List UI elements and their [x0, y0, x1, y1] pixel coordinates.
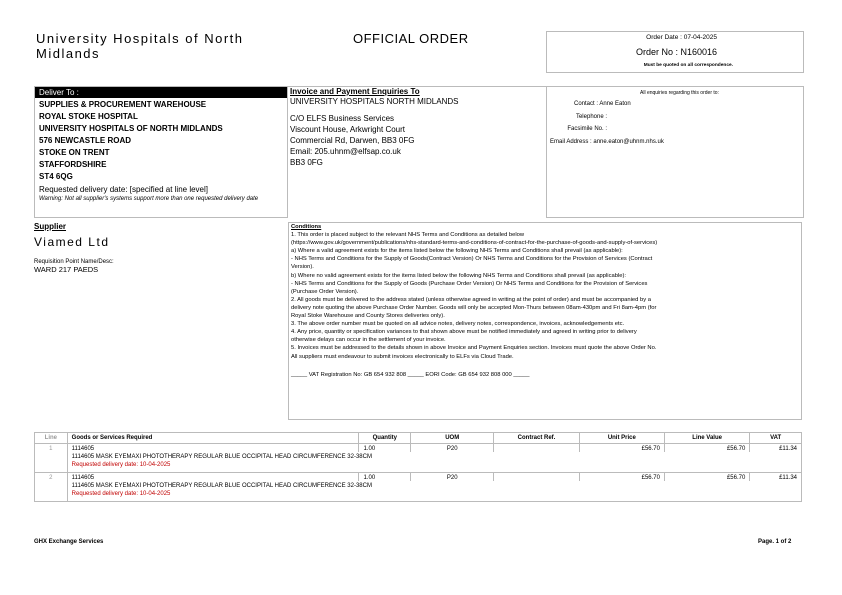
- quote-reference-note: Must be quoted on all correspondence.: [643, 63, 733, 68]
- condition-line: b) Where no valid agreement exists for the items listed below the following NHS Terms and Conditions shall prevail (as applicable):: [291, 272, 626, 279]
- address-line: ROYAL STOKE HOSPITAL: [39, 112, 138, 121]
- condition-line: 2. All goods must be delivered to the address stated (unless otherwise agreed in writing at the point of order) and must be accompanied by a: [291, 296, 651, 303]
- item-code: 1114605: [67, 444, 359, 453]
- invoice-line: UNIVERSITY HOSPITALS NORTH MIDLANDS: [290, 97, 459, 106]
- requisition-point: WARD 217 PAEDS: [34, 265, 99, 274]
- page-number: Page. 1 of 2: [758, 539, 792, 545]
- table-row: [35, 444, 802, 453]
- quantity: 1.00: [359, 444, 411, 453]
- uom: P20: [411, 473, 494, 482]
- requested-delivery-date: Requested delivery date: [specified at line level]: [39, 185, 208, 194]
- supplier-heading: Supplier: [34, 222, 67, 231]
- email-address: Email Address : anne.eaton@uhnm.nhs.uk: [550, 139, 664, 145]
- order-number: Order No : N160016: [635, 47, 717, 57]
- deliver-to-box: [34, 86, 288, 218]
- address-line: ST4 6QG: [39, 172, 73, 181]
- vat-registration: _____ VAT Registration No: GB 654 932 808 _____ EORI Code: GB 654 932 808 000 _____: [291, 371, 530, 378]
- conditions-heading: Conditions: [291, 224, 322, 230]
- deliver-to-heading: Deliver To :: [35, 87, 287, 98]
- enquiries-note: All enquiries regarding this order to:: [640, 90, 719, 96]
- address-line: STAFFORDSHIRE: [39, 160, 107, 169]
- invoice-line: C/O ELFS Business Services: [290, 114, 395, 123]
- address-line: 576 NEWCASTLE ROAD: [39, 136, 132, 145]
- vat-amount: £11.34: [750, 473, 802, 482]
- vat-amount: £11.34: [750, 444, 802, 453]
- table-row: [35, 473, 802, 482]
- quantity: 1.00: [359, 473, 411, 482]
- line-value: £56.70: [664, 473, 749, 482]
- item-description: 1114605 MASK EYEMAXI PHOTOTHERAPY REGULAR BLUE OCCIPITAL HEAD CIRCUMFERENCE 32-38CM: [67, 452, 801, 460]
- table-row-description: [35, 452, 802, 460]
- document-title: OFFICIAL ORDER: [353, 31, 469, 46]
- table-header-row: [35, 433, 802, 444]
- requisition-point-label: Requisition Point Name/Desc:: [34, 259, 114, 265]
- contract-ref: [494, 473, 579, 482]
- org-line-2: Midlands: [36, 46, 101, 61]
- condition-line: Version).: [291, 264, 314, 271]
- condition-line: 3. The above order number must be quoted on all advice notes, delivery notes, correspondence, invoices, acknowledgements etc.: [291, 321, 625, 328]
- table-row-rdd: [35, 460, 802, 473]
- invoice-line: BB3 0FG: [290, 158, 323, 167]
- invoice-heading: Invoice and Payment Enquiries To: [290, 87, 420, 96]
- telephone: Telephone :: [575, 114, 607, 120]
- condition-line: - NHS Terms and Conditions for the Supply of Goods (Purchase Order Version) Or NHS Terms and Conditions for the Provision of Services: [291, 280, 648, 287]
- address-line: STOKE ON TRENT: [39, 148, 110, 157]
- condition-line: All suppliers must endeavour to submit invoices electronically to ELFs via Cloud Trade.: [291, 353, 514, 360]
- contract-ref: [494, 444, 579, 453]
- col-vat: VAT: [750, 433, 802, 444]
- address-line: UNIVERSITY HOSPITALS OF NORTH MIDLANDS: [39, 124, 223, 133]
- enquiries-box: [546, 86, 804, 218]
- delivery-address: [35, 99, 287, 183]
- invoice-line: Viscount House, Arkwright Court: [290, 125, 406, 134]
- condition-line: Royal Stoke Warehouse and County Stores deliveries only).: [291, 313, 445, 320]
- condition-line: (https://www.gov.uk/government/publications/nhs-standard-terms-and-conditions-of-contract-for-the-purchase-of-goods-and-supply-of-services): [291, 240, 658, 247]
- condition-line: 4. Any price, quantity or specification variances to that shown above must be notified immediately and agreed in writing prior to delivery: [291, 329, 637, 336]
- condition-line: - NHS Terms and Conditions for the Supply of Goods(Contract Version) Or NHS Terms and Conditions for the Provision of Services (Contract: [291, 256, 653, 263]
- col-quantity: Quantity: [359, 433, 411, 444]
- footer-provider: GHX Exchange Services: [34, 539, 104, 545]
- invoice-line: Email: 205.uhnm@elfsap.co.uk: [290, 147, 401, 156]
- invoice-line: Commercial Rd, Darwen, BB3 0FG: [290, 136, 415, 145]
- line-requested-delivery-date: Requested delivery date: 10-04-2025: [67, 460, 801, 473]
- delivery-warning: Warning: Not all supplier's systems support more than one requested delivery date: [39, 196, 259, 202]
- col-line-value: Line Value: [664, 433, 749, 444]
- condition-line: 5. Invoices must be addressed to the details shown in above Invoice and Payment Enquiries section. Invoices must quote the above Order No.: [291, 345, 657, 352]
- supplier-section: [34, 222, 286, 422]
- condition-line: a) Where a valid agreement exists for the items listed below the following NHS Terms and Conditions shall prevail (as applicable):: [291, 248, 623, 255]
- supplier-name: Viamed Ltd: [34, 235, 110, 249]
- line-number: 2: [35, 473, 68, 482]
- col-goods: Goods or Services Required: [67, 433, 359, 444]
- item-code: 1114605: [67, 473, 359, 482]
- condition-spacer: [291, 361, 801, 371]
- order-lines-table: [34, 432, 802, 502]
- table-row-description: [35, 481, 802, 489]
- order-date: Order Date : 07-04-2025: [646, 34, 717, 41]
- line-value: £56.70: [664, 444, 749, 453]
- col-unit-price: Unit Price: [579, 433, 664, 444]
- condition-line: 1. This order is placed subject to the relevant NHS Terms and Conditions as detailed below: [291, 232, 525, 239]
- unit-price: £56.70: [579, 473, 664, 482]
- uom: P20: [411, 444, 494, 453]
- col-uom: UOM: [411, 433, 494, 444]
- unit-price: £56.70: [579, 444, 664, 453]
- col-line: Line: [35, 433, 68, 444]
- col-contract-ref: Contract Ref.: [494, 433, 579, 444]
- order-info-box: [546, 31, 804, 73]
- org-line-1: University Hospitals of North: [36, 31, 244, 46]
- line-number: 1: [35, 444, 68, 453]
- organisation-name: [36, 31, 286, 61]
- facsimile: Facsimile No. :: [567, 126, 607, 132]
- invoice-enquiries-box: [288, 86, 546, 217]
- item-description: 1114605 MASK EYEMAXI PHOTOTHERAPY REGULAR BLUE OCCIPITAL HEAD CIRCUMFERENCE 32-38CM: [67, 481, 801, 489]
- conditions-box: [288, 222, 802, 420]
- condition-line: (Purchase Order Version).: [291, 288, 359, 295]
- table-row-rdd: [35, 489, 802, 502]
- condition-line: delivery note quoting the above Purchase Order Number. Goods will only be accepted Mon-Thurs between 08am-430pm and Fri 8am-4pm (for: [291, 304, 657, 311]
- contact-name: Contact : Anne Eaton: [574, 101, 631, 107]
- address-line: SUPPLIES & PROCUREMENT WAREHOUSE: [39, 100, 207, 109]
- condition-line: otherwise delays can occur in the settlement of your invoice.: [291, 337, 446, 344]
- line-requested-delivery-date: Requested delivery date: 10-04-2025: [67, 489, 801, 502]
